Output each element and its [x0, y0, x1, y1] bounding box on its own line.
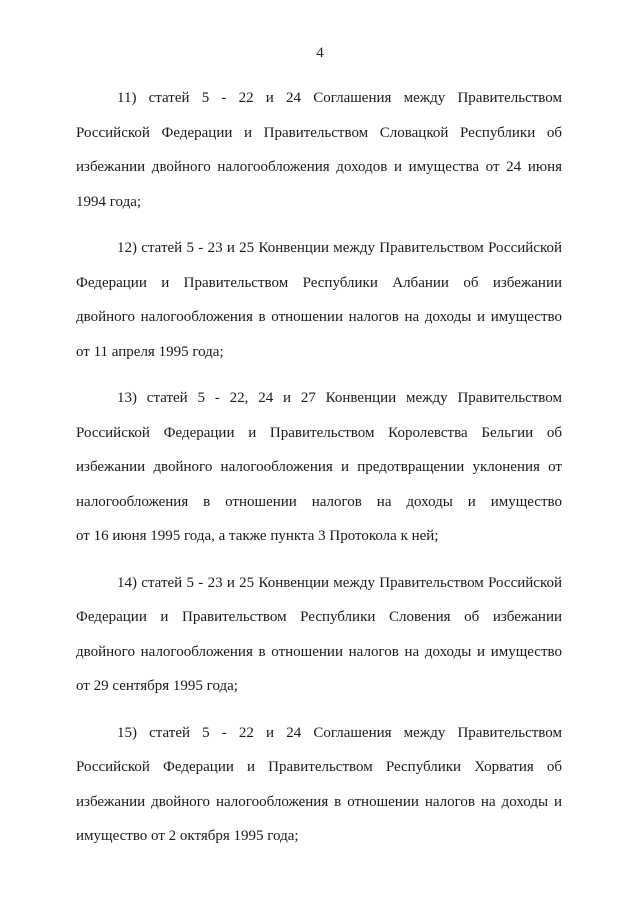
text-line: Российской Федерации и Правительством Королевства Бельгии об	[76, 424, 562, 441]
text-line: налогообложения в отношении налогов на доходы и имущество	[76, 493, 562, 510]
paragraph-item-15	[76, 716, 562, 854]
text-line: 11) статей 5 - 22 и 24 Соглашения между Правительством	[117, 90, 562, 106]
text-line: 12) статей 5 - 23 и 25 Конвенции между Правительством Российской	[117, 240, 562, 256]
text-line: Федерации и Правительством Республики Албании об избежании	[76, 274, 562, 291]
page-number: 4	[316, 45, 324, 61]
text-line: имущество от 2 октября 1995 года;	[76, 828, 299, 844]
text-line: от 16 июня 1995 года, а также пункта 3 Протокола к ней;	[76, 528, 439, 544]
text-line: от 11 апреля 1995 года;	[76, 343, 224, 360]
text-line: двойного налогообложения в отношении налогов на доходы и имущество	[76, 643, 562, 660]
paragraph-item-11	[76, 81, 562, 219]
text-line: от 29 сентября 1995 года;	[76, 678, 238, 694]
text-line: избежании двойного налогообложения и предотвращении уклонения от	[76, 459, 562, 475]
text-line: Российской Федерации и Правительством Республики Хорватия об	[76, 759, 562, 775]
text-line: Федерации и Правительством Республики Словения об избежании	[76, 609, 562, 625]
paragraph-item-13	[76, 381, 562, 554]
document-body	[76, 81, 562, 866]
paragraph-item-12	[76, 231, 562, 369]
text-line: двойного налогообложения в отношении налогов на доходы и имущество	[76, 309, 562, 325]
text-line: 1994 года;	[76, 193, 142, 210]
text-line: избежании двойного налогообложения в отношении налогов на доходы и	[76, 793, 562, 810]
paragraph-item-14	[76, 566, 562, 704]
text-line: Российской Федерации и Правительством Словацкой Республики об	[76, 124, 562, 141]
text-line: 13) статей 5 - 22, 24 и 27 Конвенции между Правительством	[117, 390, 562, 406]
text-line: избежании двойного налогообложения доходов и имущества от 24 июня	[76, 159, 562, 175]
text-line: 14) статей 5 - 23 и 25 Конвенции между Правительством Российской	[117, 574, 562, 591]
text-line: 15) статей 5 - 22 и 24 Соглашения между Правительством	[117, 724, 562, 741]
